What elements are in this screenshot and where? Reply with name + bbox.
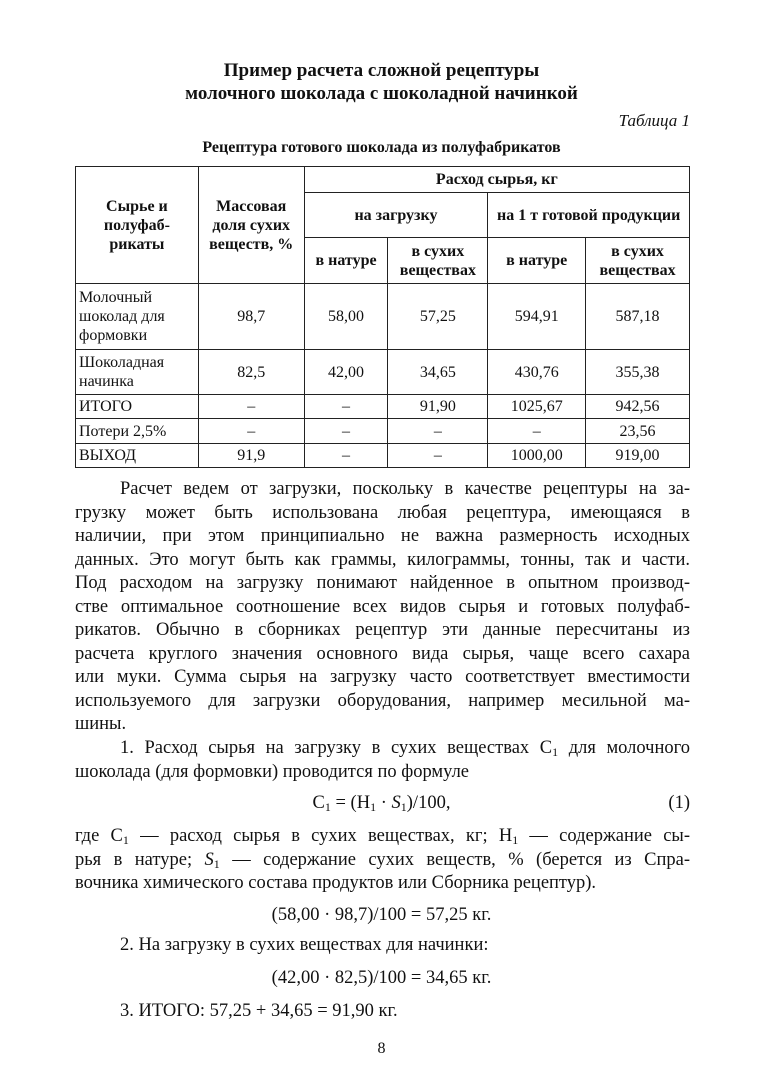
table-label: Таблица 1 [618,111,690,130]
subscript: 1 [370,800,377,814]
row-label: Потери 2,5% [76,419,199,444]
text-line [75,525,690,549]
paragraph-intro [75,478,690,737]
header-mass: Массовая доля сухих веществ, % [198,167,304,284]
text-segment: рья в натуре; [75,849,205,870]
text-line [75,713,690,737]
page-number: 8 [377,1040,386,1057]
text-segment: для молочного [558,738,691,758]
text-line [75,825,690,849]
cell-value: 942,56 [586,395,690,419]
text-segment: = (Н [330,793,371,813]
text-segment: шины. [75,714,127,734]
paragraph-definitions [75,825,690,896]
heading-line-1: Пример расчета сложной рецептуры [223,60,540,81]
row-label: Шоколадная начинка [76,350,199,395]
text-segment: — расход сырья в сухих веществах, кг; Н [128,826,513,846]
text-segment: стве оптимальное соотношение всех видов сырья и готовых полуфаб- [75,596,690,617]
italic-symbol: S [391,793,401,813]
cell-value: – [198,419,304,444]
header-ton-natural: в натуре [488,238,586,284]
text-line [75,872,690,896]
text-segment: Под расходом на загрузку понимают найденное в опытном производ- [75,573,690,593]
text-segment: — содержание сы- [518,826,690,846]
text-line [75,666,690,690]
cell-value: 430,76 [488,350,586,395]
table-row [76,284,690,350]
heading-line-2: молочного шоколада с шоколадной начинкой [185,83,578,104]
subscript: 1 [400,800,407,814]
text-line [75,478,690,502]
cell-value: 57,25 [388,284,488,350]
cell-value: 1025,67 [488,395,586,419]
cell-value: 98,7 [198,284,304,350]
subscript: 1 [512,833,519,847]
table-row [76,350,690,395]
text-segment: где С [75,826,123,846]
cell-value: 34,65 [388,350,488,395]
row-label: Молочный шоколад для формовки [76,284,199,350]
subscript: 1 [213,856,220,871]
header-ton-dry: в сухих веществах [586,238,690,284]
cell-value: – [488,419,586,444]
cell-value: 919,00 [586,444,690,468]
text-segment: 1. Расход сырья на загрузку в сухих веществах С [120,738,553,758]
cell-value: 91,90 [388,395,488,419]
cell-value: – [388,419,488,444]
cell-value: 1000,00 [488,444,586,468]
paragraph-step1 [75,737,690,784]
calculation-2: (42,00 · 82,5)/100 = 34,65 кг. [271,968,492,988]
formula [0,793,763,814]
header-load-natural: в натуре [304,238,388,284]
text-line [75,690,690,714]
table-row [76,419,690,444]
text-segment: или муки. Сумма сырья на загрузку часто соответствует вместимости [75,667,690,687]
text-segment: )/100, [406,793,451,813]
header-raw: Сырье и полуфаб-рикаты [76,167,199,284]
text-segment: · [376,793,392,813]
text-segment: С [312,793,325,813]
text-line [75,737,690,761]
subscript: 1 [324,800,331,814]
text-line [75,502,690,526]
cell-value: – [198,395,304,419]
text-segment: используемого для загрузки оборудования, например месильной ма- [75,690,690,711]
text-segment: расчета круглого значения основного вида сырья, чаще всего сахара [75,643,690,664]
subscript: 1 [122,833,129,847]
header-consumption: Расход сырья, кг [304,167,689,193]
header-load: на загрузку [304,193,488,238]
cell-value: 355,38 [586,350,690,395]
step-2: 2. На загрузку в сухих веществах для начинки: [120,935,489,955]
header-load-dry: в сухих веществах [388,238,488,284]
formula-number: (1) [668,793,690,813]
text-segment: данных. Это могут быть как граммы, килограммы, тонны, так и части. [75,549,690,570]
text-segment: шоколада (для формовки) проводится по формуле [75,761,470,782]
cell-value: – [388,444,488,468]
row-label: ВЫХОД [76,444,199,468]
step-3: 3. ИТОГО: 57,25 + 34,65 = 91,90 кг. [120,1001,398,1021]
text-segment: наличии, при этом принципиально не важна размерность исходных [75,526,690,546]
cell-value: 587,18 [586,284,690,350]
text-segment: грузку может быть использована любая рецептура, имеющаяся в [75,502,690,523]
table-row [76,444,690,468]
cell-value: 42,00 [304,350,388,395]
text-line [75,619,690,643]
table-row [76,395,690,419]
text-line [75,549,690,573]
cell-value: 91,9 [198,444,304,468]
text-line [75,761,690,785]
subscript: 1 [552,745,559,759]
text-line [75,643,690,667]
text-segment: рикатов. Обычно в сборниках рецептур эти данные пересчитаны из [75,620,690,640]
text-segment: — содержание сухих веществ, % (берется из Спра- [219,849,690,870]
text-segment: Расчет ведем от загрузки, поскольку в качестве рецептуры на за- [120,479,690,499]
cell-value: – [304,419,388,444]
header-per-ton: на 1 т готовой продукции [488,193,690,238]
text-line [75,572,690,596]
row-label: ИТОГО [76,395,199,419]
text-line [75,596,690,620]
cell-value: 23,56 [586,419,690,444]
table-title: Рецептура готового шоколада из полуфабрикатов [202,139,561,156]
cell-value: 594,91 [488,284,586,350]
calculation-1: (58,00 · 98,7)/100 = 57,25 кг. [271,905,492,925]
text-line [75,849,690,873]
cell-value: 58,00 [304,284,388,350]
cell-value: – [304,395,388,419]
cell-value: – [304,444,388,468]
italic-symbol: S [204,849,214,870]
cell-value: 82,5 [198,350,304,395]
recipe-table [75,166,690,468]
text-segment: вочника химического состава продуктов или Сборника рецептур). [75,873,597,893]
